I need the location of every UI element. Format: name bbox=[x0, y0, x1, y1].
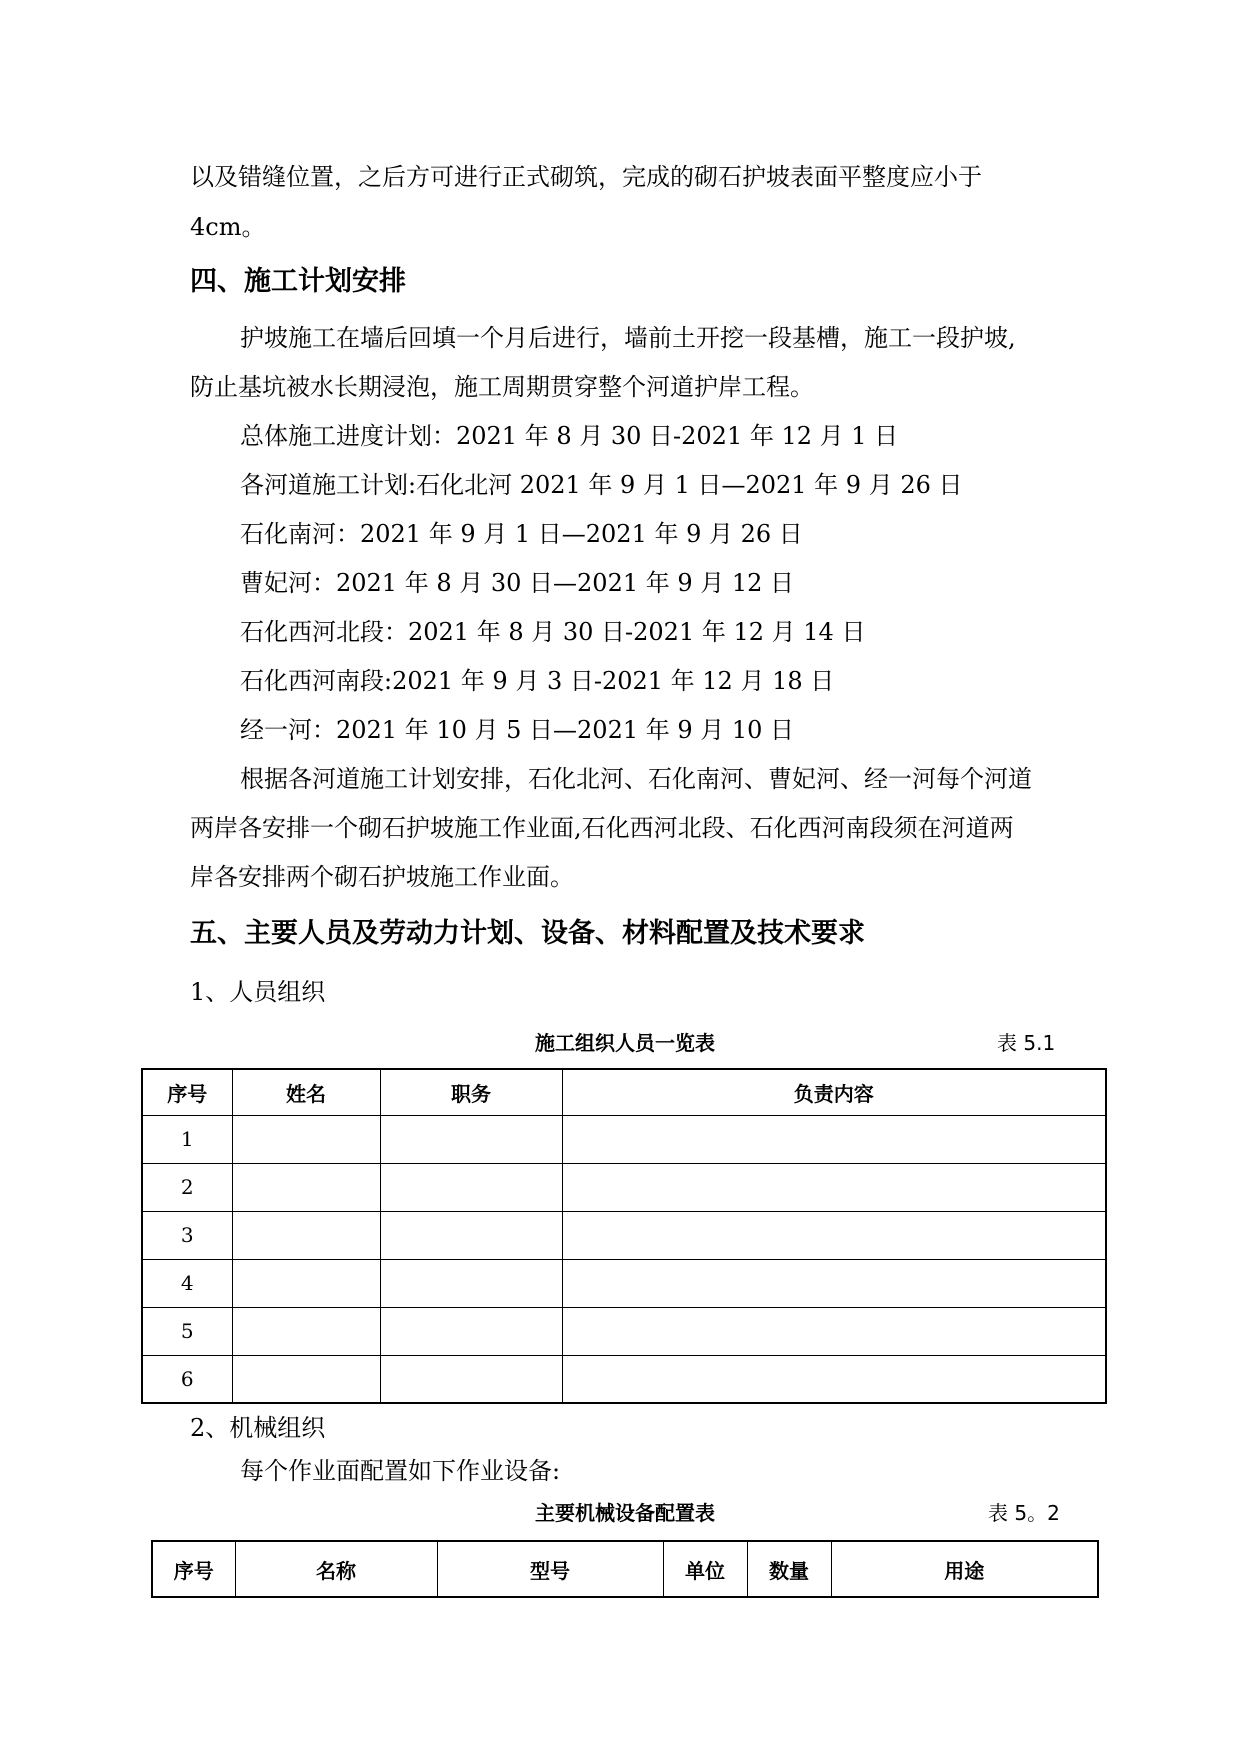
intro-line-2: 4cm。 bbox=[190, 213, 266, 241]
cell-index: 3 bbox=[142, 1211, 232, 1259]
header-name: 姓名 bbox=[232, 1069, 380, 1115]
schedule-shihua-west-south: 石化西河南段:2021 年 9 月 3 日-2021 年 12 月 18 日 bbox=[240, 667, 835, 695]
cell-name bbox=[232, 1163, 380, 1211]
table-header-row bbox=[152, 1541, 1098, 1597]
table-2-title: 主要机械设备配置表 bbox=[535, 1501, 715, 1525]
header-equipment-name: 名称 bbox=[235, 1541, 437, 1597]
header-position: 职务 bbox=[380, 1069, 562, 1115]
schedule-caofei: 曹妃河：2021 年 8 月 30 日—2021 年 9 月 12 日 bbox=[240, 569, 795, 597]
header-index: 序号 bbox=[142, 1069, 232, 1115]
section-4-para-2-line-1: 根据各河道施工计划安排，石化北河、石化南河、曹妃河、经一河每个河道 bbox=[240, 765, 1032, 793]
cell-responsibility bbox=[562, 1115, 1106, 1163]
header-purpose: 用途 bbox=[831, 1541, 1098, 1597]
cell-position bbox=[380, 1259, 562, 1307]
cell-name bbox=[232, 1115, 380, 1163]
section-4-heading: 四、施工计划安排 bbox=[190, 266, 406, 297]
cell-position bbox=[380, 1307, 562, 1355]
cell-index: 5 bbox=[142, 1307, 232, 1355]
cell-index: 6 bbox=[142, 1355, 232, 1403]
table-row bbox=[142, 1163, 1106, 1211]
cell-index: 4 bbox=[142, 1259, 232, 1307]
cell-responsibility bbox=[562, 1259, 1106, 1307]
cell-name bbox=[232, 1211, 380, 1259]
schedule-shihua-north: 各河道施工计划:石化北河 2021 年 9 月 1 日—2021 年 9 月 26 日 bbox=[240, 471, 963, 499]
cell-responsibility bbox=[562, 1307, 1106, 1355]
table-1-number: 表 5.1 bbox=[997, 1031, 1056, 1055]
subsection-machinery: 2、机械组织 bbox=[190, 1414, 326, 1442]
schedule-shihua-west-north: 石化西河北段：2021 年 8 月 30 日-2021 年 12 月 14 日 bbox=[240, 618, 866, 646]
cell-name bbox=[232, 1307, 380, 1355]
cell-position bbox=[380, 1163, 562, 1211]
cell-name bbox=[232, 1355, 380, 1403]
cell-name bbox=[232, 1259, 380, 1307]
section-4-para-1-line-2: 防止基坑被水长期浸泡，施工周期贯穿整个河道护岸工程。 bbox=[190, 373, 814, 401]
header-unit: 单位 bbox=[663, 1541, 747, 1597]
cell-index: 1 bbox=[142, 1115, 232, 1163]
section-5-heading: 五、主要人员及劳动力计划、设备、材料配置及技术要求 bbox=[190, 918, 865, 949]
schedule-jingyi: 经一河：2021 年 10 月 5 日—2021 年 9 月 10 日 bbox=[240, 716, 795, 744]
cell-responsibility bbox=[562, 1355, 1106, 1403]
table-header-row bbox=[142, 1069, 1106, 1115]
cell-position bbox=[380, 1115, 562, 1163]
intro-line-1: 以及错缝位置，之后方可进行正式砌筑，完成的砌石护坡表面平整度应小于 bbox=[190, 163, 982, 191]
schedule-shihua-south: 石化南河：2021 年 9 月 1 日—2021 年 9 月 26 日 bbox=[240, 520, 803, 548]
header-responsibility: 负责内容 bbox=[562, 1069, 1106, 1115]
section-4-para-2-line-3: 岸各安排两个砌石护坡施工作业面。 bbox=[190, 863, 574, 891]
cell-index: 2 bbox=[142, 1163, 232, 1211]
schedule-overall: 总体施工进度计划：2021 年 8 月 30 日-2021 年 12 月 1 日 bbox=[240, 422, 899, 450]
header-index: 序号 bbox=[152, 1541, 235, 1597]
table-1-title: 施工组织人员一览表 bbox=[535, 1031, 715, 1055]
table-row bbox=[142, 1259, 1106, 1307]
equipment-table bbox=[151, 1540, 1099, 1598]
section-4-para-1-line-1: 护坡施工在墙后回填一个月后进行，墙前土开挖一段基槽，施工一段护坡, bbox=[240, 324, 1016, 352]
table-row bbox=[142, 1355, 1106, 1403]
cell-position bbox=[380, 1211, 562, 1259]
cell-position bbox=[380, 1355, 562, 1403]
header-quantity: 数量 bbox=[747, 1541, 831, 1597]
table-2-number: 表 5。2 bbox=[988, 1501, 1060, 1525]
header-model: 型号 bbox=[437, 1541, 663, 1597]
table-row bbox=[142, 1307, 1106, 1355]
cell-responsibility bbox=[562, 1163, 1106, 1211]
subsection-personnel: 1、人员组织 bbox=[190, 978, 326, 1006]
table-row bbox=[142, 1211, 1106, 1259]
cell-responsibility bbox=[562, 1211, 1106, 1259]
personnel-table bbox=[141, 1068, 1107, 1404]
table-row bbox=[142, 1115, 1106, 1163]
section-4-para-2-line-2: 两岸各安排一个砌石护坡施工作业面,石化西河北段、石化西河南段须在河道两 bbox=[190, 814, 1014, 842]
machinery-intro-text: 每个作业面配置如下作业设备: bbox=[240, 1457, 561, 1485]
